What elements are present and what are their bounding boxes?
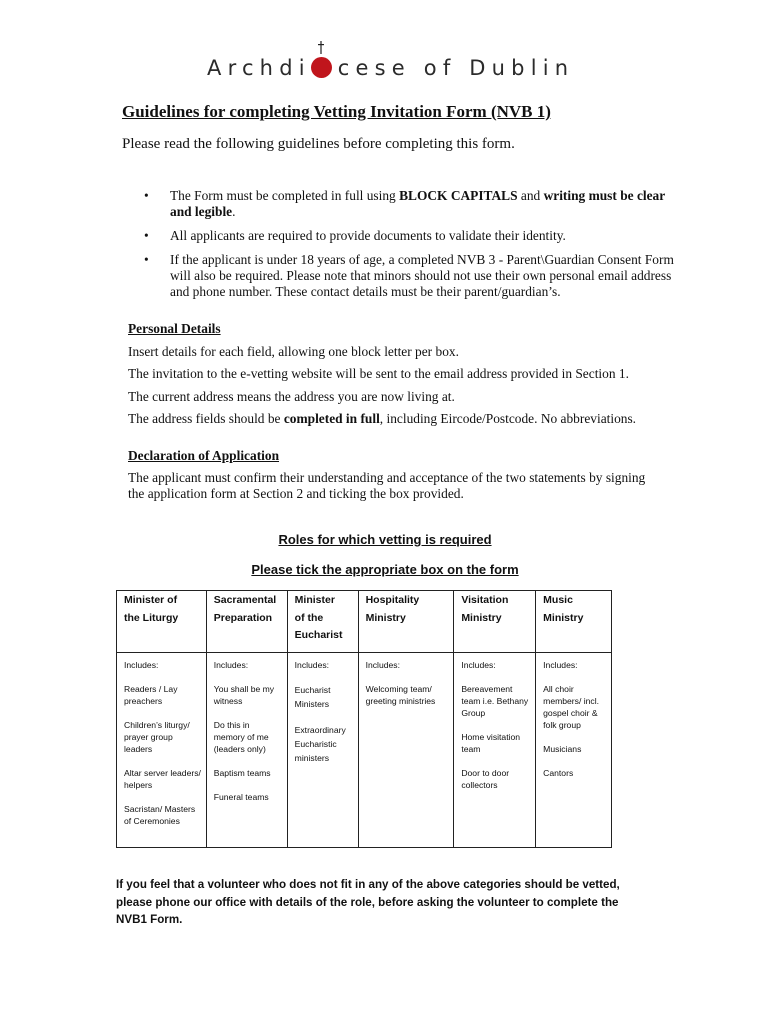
cell-music: Includes: All choir members/ incl. gospel choir & folk group Musicians Cantors [536, 653, 612, 848]
logo-red-circle-icon [311, 57, 332, 78]
tick-heading: Please tick the appropriate box on the form [251, 562, 519, 577]
personal-details-heading: Personal Details [128, 321, 221, 336]
roles-heading: Roles for which vetting is required [278, 532, 492, 547]
header-eucharist: Minister of the Eucharist [287, 591, 358, 653]
header-visitation: Visitation Ministry [454, 591, 536, 653]
cross-icon [318, 41, 324, 54]
header-liturgy: Minister of the Liturgy [117, 591, 207, 653]
cell-liturgy: Includes: Readers / Lay preachers Children’s liturgy/ prayer group leaders Altar server leaders/ helpers Sacristan/ Masters of Ceremonies [117, 653, 207, 848]
header-hospitality: Hospitality Ministry [358, 591, 454, 653]
logo-text-end: cese of Dublin [337, 56, 575, 80]
header-sacramental: Sacramental Preparation [206, 591, 287, 653]
personal-details-line: Insert details for each field, allowing one block letter per box. [128, 344, 459, 359]
table-header-row [117, 591, 612, 653]
header-music: Music Ministry [536, 591, 612, 653]
cell-eucharist: Includes: Eucharist Ministers Extraordinary Eucharistic ministers [287, 653, 358, 848]
guideline-list [122, 188, 682, 308]
personal-details-line: The invitation to the e-vetting website will be sent to the email address provided in Section 1. [128, 366, 629, 381]
roles-table [116, 590, 612, 848]
footer-note: If you feel that a volunteer who does not fit in any of the above categories should be vetted, please phone our office with details of the role, before asking the volunteer to complete the NVB1 Form. [116, 878, 620, 926]
archdiocese-logo [0, 42, 770, 92]
table-body-row [117, 653, 612, 848]
personal-details-line: The current address means the address you are now living at. [128, 389, 455, 404]
declaration-text: The applicant must confirm their understanding and acceptance of the two statements by signing the application form at Section 2 and ticking the box provided. [128, 470, 646, 501]
intro-text: Please read the following guidelines before completing this form. [122, 136, 515, 152]
guideline-item: • The Form must be completed in full using BLOCK CAPITALS and writing must be clear and legible. [122, 188, 682, 220]
declaration-heading: Declaration of Application [128, 448, 280, 463]
guideline-item: • If the applicant is under 18 years of age, a completed NVB 3 - Parent\Guardian Consent Form will also be required. Please note that minors should not use their own personal email address and phone number. These contact details must be their parent/guardian’s. [122, 252, 682, 300]
guideline-item: • All applicants are required to provide documents to validate their identity. [122, 228, 682, 244]
logo-text-start: Archdi [207, 56, 311, 80]
logo-wordmark [207, 56, 574, 80]
personal-details-address-line: The address fields should be completed in full, including Eircode/Postcode. No abbreviations. [128, 411, 637, 426]
cell-visitation: Includes: Bereavement team i.e. Bethany Group Home visitation team Door to door collectors [454, 653, 536, 848]
cell-sacramental: Includes: You shall be my witness Do this in memory of me (leaders only) Baptism teams Funeral teams [206, 653, 287, 848]
page-title: Guidelines for completing Vetting Invitation Form (NVB 1) [122, 102, 551, 121]
cell-hospitality: Includes: Welcoming team/ greeting ministries [358, 653, 454, 848]
